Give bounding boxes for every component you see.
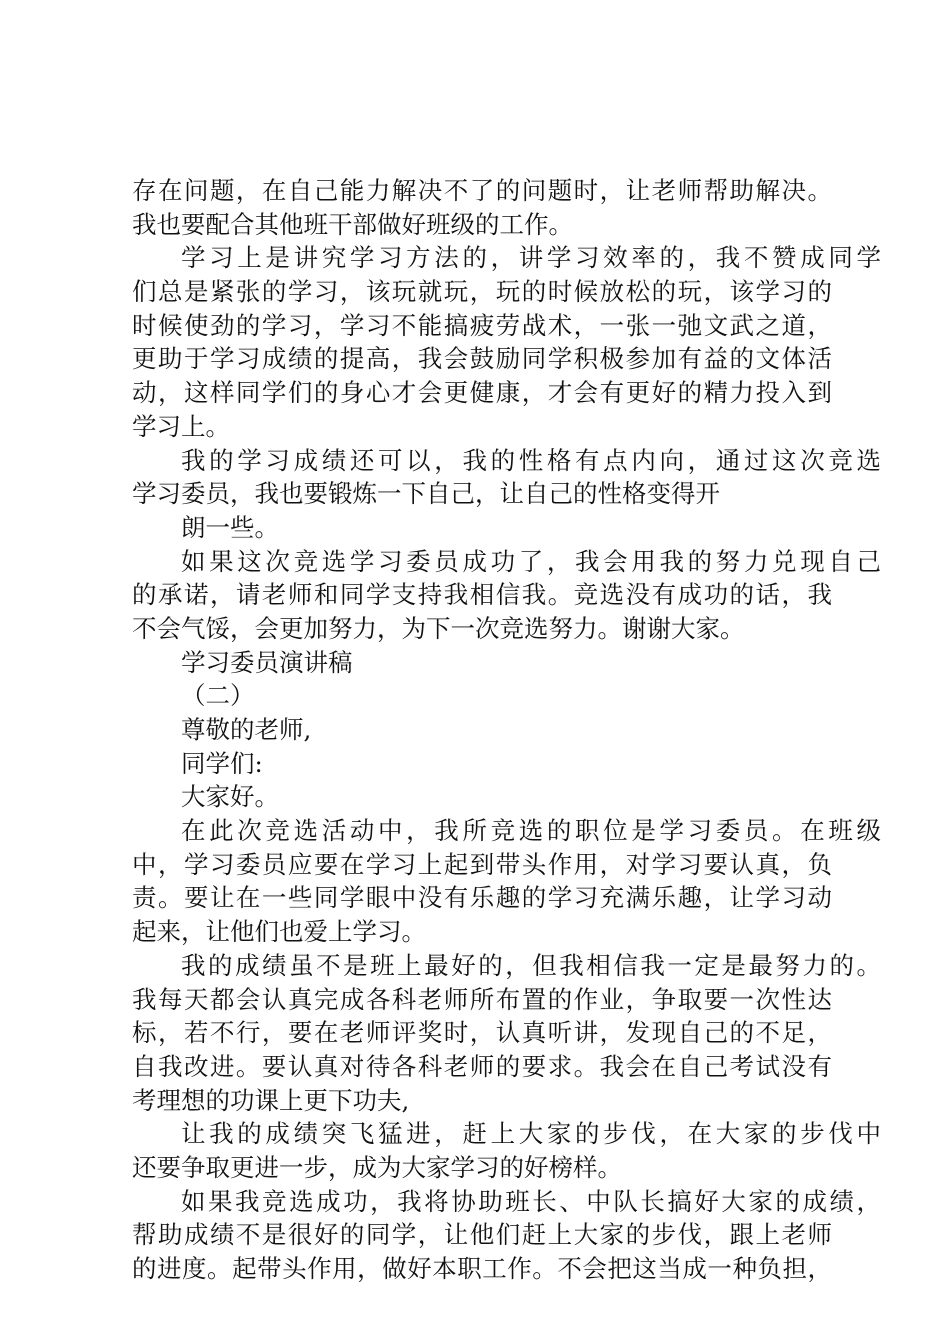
text-line: 标，若不行，要在老师评奖时，认真听讲，发现自己的不足， — [132, 1018, 832, 1048]
text-line: 学习上。 — [132, 411, 230, 441]
text-line: 我的成绩虽不是班上最好的，但我相信我一定是最努力的。 — [181, 950, 881, 980]
text-line: 更助于学习成绩的提高，我会鼓励同学积极参加有益的文体活 — [132, 344, 832, 374]
text-line: 我的学习成绩还可以，我的性格有点内向，通过这次竞选 — [181, 445, 881, 475]
document-body — [132, 174, 881, 1286]
text-line: 的承诺，请老师和同学支持我相信我。竞选没有成功的话，我 — [132, 580, 832, 610]
text-line: 在此次竞选活动中，我所竞选的职位是学习委员。在班级 — [181, 816, 881, 846]
text-line: 考理想的功课上更下功夫, — [132, 1085, 410, 1115]
text-line: 学习上是讲究学习方法的，讲学习效率的，我不赞成同学 — [181, 243, 881, 273]
text-line: 如果我竞选成功，我将协助班长、中队长搞好大家的成绩， — [181, 1186, 881, 1216]
text-line: 中，学习委员应要在学习上起到带头作用，对学习要认真，负 — [132, 849, 832, 879]
text-line: 帮助成绩不是很好的同学，让他们赶上大家的步伐，跟上老师 — [132, 1220, 832, 1250]
text-line: 如果这次竞选学习委员成功了，我会用我的努力兑现自己 — [181, 546, 881, 576]
greeting-line: 大家好。 — [181, 782, 279, 812]
text-line: 不会气馁，会更加努力，为下一次竞选努力。谢谢大家。 — [132, 613, 745, 643]
text-line: 责。要让在一些同学眼中没有乐趣的学习充满乐趣，让学习动 — [132, 883, 832, 913]
text-line: 起来，让他们也爱上学习。 — [132, 917, 426, 947]
text-line: 我也要配合其他班干部做好班级的工作。 — [132, 209, 573, 239]
text-line: 们总是紧张的学习，该玩就玩，玩的时候放松的玩，该学习的 — [132, 277, 832, 307]
speech-title: 学习委员演讲稿 — [181, 647, 353, 677]
salutation-line: 同学们: — [181, 748, 263, 778]
text-line: 动，这样同学们的身心才会更健康，才会有更好的精力投入到 — [132, 378, 832, 408]
salutation-line: 尊敬的老师, — [181, 715, 312, 744]
text-line: 我每天都会认真完成各科老师所布置的作业，争取要一次性达 — [132, 984, 832, 1014]
text-line: 还要争取更进一步，成为大家学习的好榜样。 — [132, 1152, 622, 1182]
text-line: 存在问题，在自己能力解决不了的问题时，让老师帮助解决。 — [132, 176, 832, 205]
text-line: 学习委员，我也要锻炼一下自己，让自己的性格变得开 — [132, 479, 720, 509]
text-line: 时候使劲的学习，学习不能搞疲劳战术，一张一弛文武之道， — [132, 310, 832, 340]
text-line: 的进度。起带头作用，做好本职工作。不会把这当成一种负担， — [132, 1254, 832, 1283]
section-number: （二） — [181, 681, 255, 711]
text-line: 让我的成绩突飞猛进，赶上大家的步伐，在大家的步伐中 — [181, 1119, 881, 1149]
text-line: 朗一些。 — [181, 512, 279, 542]
text-line: 自我改进。要认真对待各科老师的要求。我会在自己考试没有 — [132, 1051, 832, 1081]
